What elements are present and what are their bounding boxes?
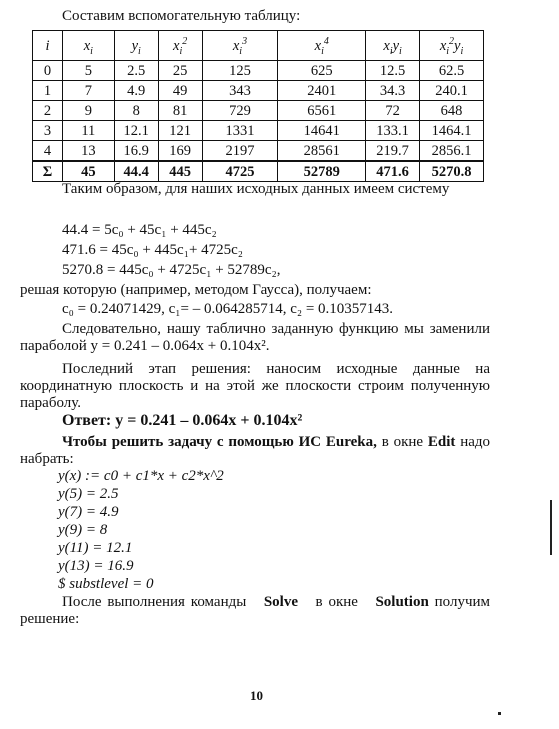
table-cell: 343 <box>202 81 278 101</box>
table-row <box>33 121 484 141</box>
equation-3: 5270.8 = 445c₀ + 4725c₁ + 52789c₂, <box>62 262 281 278</box>
sum-cell: 45 <box>62 161 114 182</box>
after-text-1: После выполнения команды <box>62 594 247 610</box>
table-cell: 13 <box>62 141 114 162</box>
table-row <box>33 81 484 101</box>
equation-2: 471.6 = 45c₀ + 445c₁+ 4725c₂ <box>62 242 244 258</box>
table-cell: 7 <box>62 81 114 101</box>
table-cell: 2 <box>33 101 63 121</box>
sum-cell: 52789 <box>278 161 366 182</box>
sum-cell: 4725 <box>202 161 278 182</box>
scan-dot-mark <box>498 712 501 715</box>
table-cell: 125 <box>202 61 278 81</box>
after-solve-word: Solve <box>263 594 299 610</box>
eureka-code-line: y(9) = 8 <box>58 522 108 538</box>
equation-1: 44.4 = 5c₀ + 45c₁ + 445c₂ <box>62 222 217 238</box>
table-cell: 1331 <box>202 121 278 141</box>
sum-cell: 471.6 <box>366 161 420 182</box>
table-cell: 14641 <box>278 121 366 141</box>
after-solution-word: Solution <box>375 594 429 610</box>
eureka-code-line: $ substlevel = 0 <box>58 576 154 592</box>
page-number: 10 <box>250 688 263 703</box>
para-eureka <box>20 434 490 468</box>
eureka-code-line: y(x) := c0 + c1*x + c2*x^2 <box>58 468 224 484</box>
table-cell: 1464.1 <box>420 121 484 141</box>
header-x2y: $x_i^2y_i$ <box>420 31 484 61</box>
table-cell: 11 <box>62 121 114 141</box>
header-i: i <box>33 31 63 61</box>
table-cell: 2401 <box>278 81 366 101</box>
after-text-3: получим решение: <box>20 594 491 627</box>
table-cell: 3 <box>33 121 63 141</box>
table-cell: 625 <box>278 61 366 81</box>
table-cell: 8 <box>114 101 158 121</box>
table-cell: 34.3 <box>366 81 420 101</box>
table-cell: 16.9 <box>114 141 158 162</box>
header-x3: $x_i^3$ <box>202 31 278 61</box>
table-cell: 2197 <box>202 141 278 162</box>
table-cell: 1 <box>33 81 63 101</box>
eureka-code-line: y(7) = 4.9 <box>58 504 119 520</box>
table-cell: 72 <box>366 101 420 121</box>
table-sum-row <box>33 161 484 182</box>
sum-cell: 445 <box>158 161 202 182</box>
table-cell: 9 <box>62 101 114 121</box>
table-cell: 4 <box>33 141 63 162</box>
eureka-code-line: y(5) = 2.5 <box>58 486 119 502</box>
coefficients: c₀ = 0.24071429, c₁= – 0.064285714, c₂ = 0.10357143. <box>62 301 394 317</box>
table-intro: Составим вспомогательную таблицу: <box>62 8 301 24</box>
eureka-edit-word: Edit <box>427 434 456 450</box>
table-cell: 62.5 <box>420 61 484 81</box>
sum-cell: Σ <box>33 161 63 182</box>
header-x2: $x_i^2$ <box>158 31 202 61</box>
table-cell: 121 <box>158 121 202 141</box>
table-cell: 25 <box>158 61 202 81</box>
table-cell: 49 <box>158 81 202 101</box>
eureka-bold-text: Чтобы решить задачу с помощью ИС Eureka, <box>62 434 377 450</box>
table-cell: 6561 <box>278 101 366 121</box>
eureka-tail-text: надо набрать: <box>20 434 491 467</box>
para-replaced: Следовательно, нашу таблично заданную функцию мы заменили параболой y = 0.241 – 0.064x + 0.104x². <box>20 321 490 354</box>
header-x: $x_i$ <box>62 31 114 61</box>
eureka-rest-text: в окне <box>381 434 424 450</box>
table-row <box>33 141 484 162</box>
table-cell: 0 <box>33 61 63 81</box>
para-last-step: Последний этап решения: наносим исходные данные на координатную плоскость и на этой же плоскости строим полученную параболу. <box>20 361 490 411</box>
eureka-code-line: y(11) = 12.1 <box>58 540 133 556</box>
header-x4: $x_i^4$ <box>278 31 366 61</box>
para-solving: решая которую (например, методом Гаусса), получаем: <box>20 282 372 298</box>
table-cell: 5 <box>62 61 114 81</box>
table-cell: 28561 <box>278 141 366 162</box>
header-xy: $x_iy_i$ <box>366 31 420 61</box>
table-cell: 12.1 <box>114 121 158 141</box>
after-text-2: в окне <box>315 594 358 610</box>
table-cell: 4.9 <box>114 81 158 101</box>
table-cell: 240.1 <box>420 81 484 101</box>
header-y: $y_i$ <box>114 31 158 61</box>
table-cell: 219.7 <box>366 141 420 162</box>
table-cell: 81 <box>158 101 202 121</box>
sum-cell: 44.4 <box>114 161 158 182</box>
table-cell: 169 <box>158 141 202 162</box>
eureka-code-line: y(13) = 16.9 <box>58 558 134 574</box>
table-cell: 729 <box>202 101 278 121</box>
table-cell: 133.1 <box>366 121 420 141</box>
sum-cell: 5270.8 <box>420 161 484 182</box>
table-cell: 2856.1 <box>420 141 484 162</box>
table-cell: 12.5 <box>366 61 420 81</box>
table-cell: 648 <box>420 101 484 121</box>
table-cell: 2.5 <box>114 61 158 81</box>
para-after <box>20 594 490 628</box>
para-system: Таким образом, для наших исходных данных имеем систему <box>62 181 450 197</box>
answer: Ответ: y = 0.241 – 0.064x + 0.104x² <box>62 412 303 429</box>
table-header-row <box>33 31 484 61</box>
scan-edge-mark <box>550 500 552 555</box>
auxiliary-table <box>32 30 484 182</box>
table-row <box>33 101 484 121</box>
table-row <box>33 61 484 81</box>
